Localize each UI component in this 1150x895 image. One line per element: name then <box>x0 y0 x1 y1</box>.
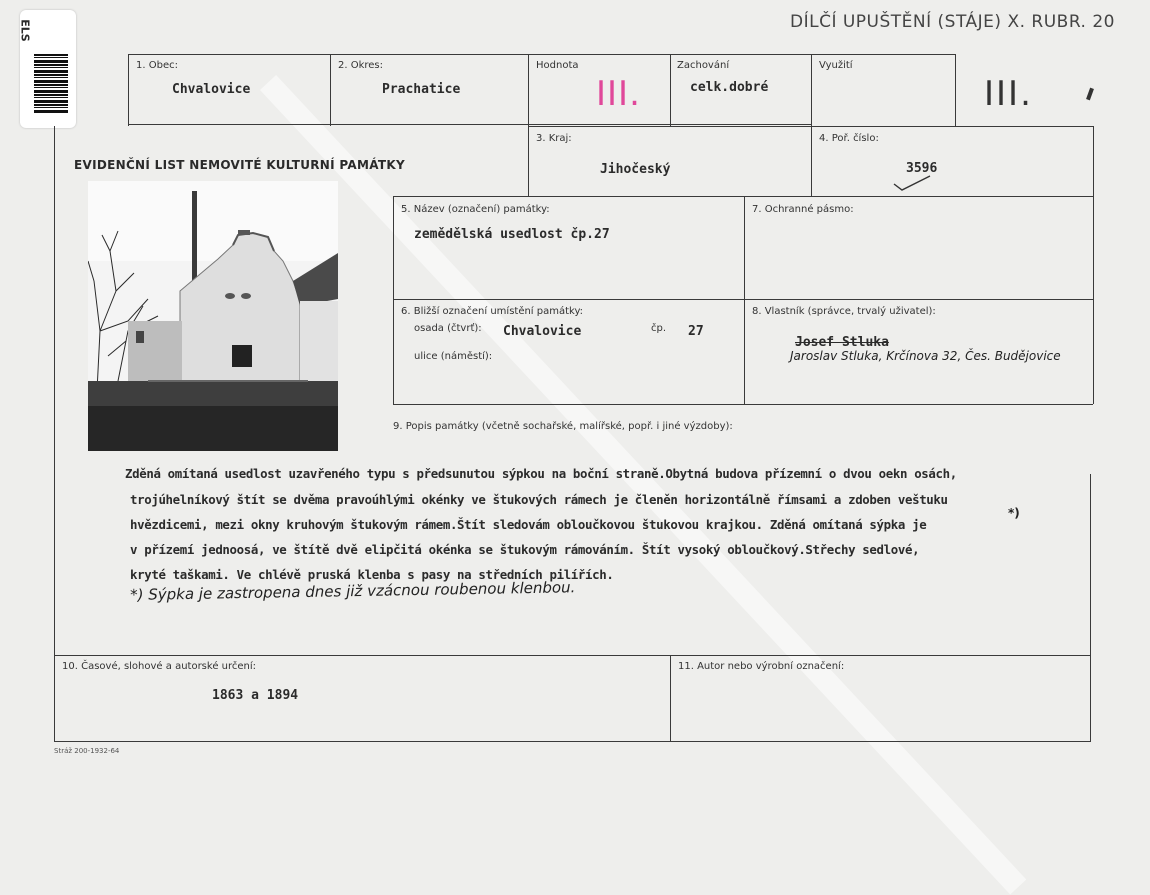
vlastnik-handwritten: Jaroslav Stluka, Krčínova 32, Čes. Budějovice <box>790 349 1061 363</box>
popis-line: v přízemí jednoosá, ve štítě dvě elipčitá okénka se štukovým rámováním. Štít vysoký obloučkový.Střechy sedlové, <box>130 542 920 557</box>
rule <box>670 54 671 126</box>
rule <box>128 124 811 125</box>
umisteni-label: 6. Bližší označení umístění památky: <box>401 306 584 317</box>
ulice-label: ulice (náměstí): <box>414 351 493 362</box>
nazev-value: zemědělská usedlost čp.27 <box>414 227 610 242</box>
rule <box>670 655 671 741</box>
kategorie-handwritten: III. <box>984 74 1033 114</box>
vlastnik-label: 8. Vlastník (správce, trvalý uživatel): <box>752 306 936 317</box>
obec-label: 1. Obec: <box>136 60 178 71</box>
osada-label: osada (čtvrť): <box>414 323 482 334</box>
checkmark-icon <box>892 174 932 192</box>
rule <box>811 54 812 196</box>
popis-footnote: *) Sýpka je zastropena dnes již vzácnou roubenou klenbou. <box>130 578 576 604</box>
rule <box>128 54 129 126</box>
print-code: Stráž 200-1932-64 <box>54 747 120 755</box>
okres-label: 2. Okres: <box>338 60 384 71</box>
vlastnik-struck: Josef Stluka <box>795 335 889 350</box>
rule <box>54 126 55 742</box>
cp-label: čp. <box>651 323 667 334</box>
nazev-label: 5. Název (označení) památky: <box>401 204 550 215</box>
autor-label: 11. Autor nebo výrobní označení: <box>678 661 845 672</box>
rule <box>1093 126 1094 404</box>
rule <box>528 54 529 196</box>
scan-streak <box>260 75 1026 894</box>
hodnota-stamp: III. <box>596 74 641 114</box>
rule <box>955 54 956 126</box>
form-title: EVIDENČNÍ LIST NEMOVITÉ KULTURNÍ PAMÁTKY <box>74 158 405 172</box>
por-cislo-label: 4. Poř. číslo: <box>819 133 879 144</box>
rule <box>54 655 1091 656</box>
casove-urceni-label: 10. Časové, slohové a autorské určení: <box>62 661 257 672</box>
els-sticker <box>20 10 76 128</box>
ochranne-pasmo-label: 7. Ochranné pásmo: <box>752 204 854 215</box>
rule <box>744 196 745 404</box>
rule <box>393 196 394 404</box>
popis-line: trojúhelníkový štít se dvěma pravoúhlými okénky ve štukových rámech je členěn horizontálně římsami a zdoben veštuku <box>130 492 948 507</box>
por-cislo-value: 3596 <box>906 161 938 176</box>
rule <box>393 299 1093 300</box>
okres-value: Prachatice <box>382 82 461 97</box>
top-note: DÍLČÍ UPUŠTĚNÍ (STÁJE) X. RUBR. 20 <box>790 12 1115 32</box>
osada-value: Chvalovice <box>503 324 582 339</box>
corner-mark <box>1086 88 1094 101</box>
rule <box>1090 474 1091 742</box>
rule <box>393 404 1093 405</box>
obec-value: Chvalovice <box>172 82 251 97</box>
rule <box>128 54 956 55</box>
popis-line: Zděná omítaná usedlost uzavřeného typu s předsunutou sýpkou na boční straně.Obytná budova přízemní o dvou oekn osách, <box>125 466 957 481</box>
rule <box>54 741 1091 742</box>
popis-line: hvězdicemi, mezi okny kruhovým štukovým rámem.Štít sledovám obloučkovou štukovou krajkou. Zděná omítaná sýpka je <box>130 517 927 532</box>
popis-star-mark: *) <box>1008 506 1020 520</box>
barcode-icon <box>34 54 68 114</box>
kraj-value: Jihočeský <box>600 162 671 177</box>
zachovani-label: Zachování <box>677 60 730 71</box>
kraj-label: 3. Kraj: <box>536 133 572 144</box>
photo-farmhouse <box>88 181 338 451</box>
rule <box>393 196 1093 197</box>
vyuziti-label: Využití <box>819 60 853 71</box>
sticker-label: ELS <box>18 19 32 42</box>
popis-line: kryté taškami. Ve chlévě pruská klenba s pasy na středních pilířích. <box>130 567 614 582</box>
cp-value: 27 <box>688 324 704 339</box>
hodnota-label: Hodnota <box>536 60 579 71</box>
casove-urceni-value: 1863 a 1894 <box>212 688 299 703</box>
zachovani-value: celk.dobré <box>690 80 769 95</box>
rule <box>330 54 331 126</box>
popis-label: 9. Popis památky (včetně sochařské, malířské, popř. i jiné výzdoby): <box>393 421 733 432</box>
